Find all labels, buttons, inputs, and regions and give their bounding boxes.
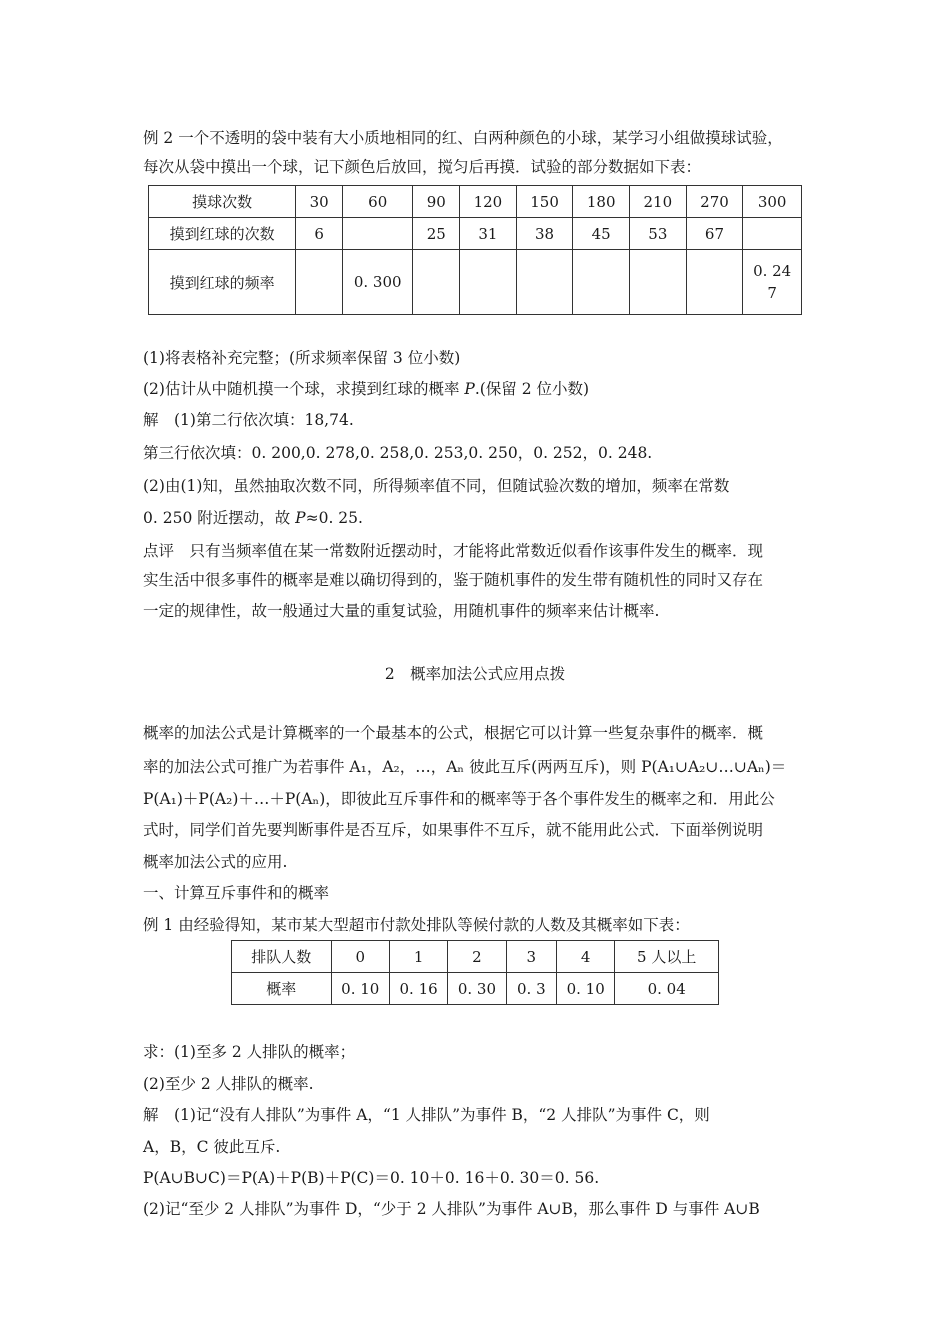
table-cell: 180	[573, 186, 630, 218]
table-row	[149, 186, 802, 218]
subheading: 一、计算互斥事件和的概率	[143, 884, 330, 902]
table-row	[149, 218, 802, 250]
wrapped-part: 0. 24	[753, 262, 792, 280]
table-cell: 25	[413, 218, 460, 250]
table-cell: 120	[460, 186, 517, 218]
wrapped-part: 7	[767, 284, 777, 302]
answer-line2: A，B，C 彼此互斥.	[143, 1138, 281, 1156]
variable: P	[295, 509, 306, 527]
section-heading: 2 概率加法公式应用点拨	[384, 665, 566, 683]
table-cell: 2	[448, 941, 506, 973]
table-cell: 0. 04	[615, 973, 719, 1005]
table-cell: 0. 30	[448, 973, 506, 1005]
table-row	[232, 973, 719, 1005]
table-cell	[630, 250, 687, 315]
text: (2)估计从中随机摸一个球，求摸到红球的概率	[143, 380, 465, 398]
table-cell: 摸球次数	[149, 186, 296, 218]
table-cell-wrapped	[743, 250, 802, 315]
solution-line4	[143, 508, 363, 528]
queue-probability-table	[231, 940, 719, 1005]
table-row	[232, 941, 719, 973]
table-cell: 0. 16	[389, 973, 447, 1005]
table-cell	[516, 250, 573, 315]
table-cell: 270	[686, 186, 743, 218]
question-2	[143, 379, 589, 399]
table-cell: 6	[296, 218, 343, 250]
table-cell	[573, 250, 630, 315]
table-cell: 3	[506, 941, 556, 973]
answer-line1: 解 (1)记“没有人排队”为事件 A，“1 人排队”为事件 B，“2 人排队”为事件 C，则	[143, 1106, 710, 1124]
table-cell: 60	[342, 186, 412, 218]
table-cell: 0. 300	[342, 250, 412, 315]
table-cell: 4	[557, 941, 615, 973]
text: .(保留 2 位小数)	[474, 380, 590, 398]
answer-line3: P(A∪B∪C)＝P(A)＋P(B)＋P(C)＝0. 10＋0. 16＋0. 30＝0. 56.	[143, 1169, 600, 1187]
trial-table	[148, 185, 802, 315]
table-cell: 38	[516, 218, 573, 250]
table-cell	[413, 250, 460, 315]
comment-line1: 点评 只有当频率值在某一常数附近摆动时，才能将此常数近似看作该事件发生的概率．现	[143, 542, 764, 560]
table-cell: 31	[460, 218, 517, 250]
table-cell: 0. 10	[331, 973, 389, 1005]
example1-intro: 例 1 由经验得知，某市某大型超市付款处排队等候付款的人数及其概率如下表：	[143, 916, 690, 934]
table-cell	[296, 250, 343, 315]
paragraph-line4: 式时，同学们首先要判断事件是否互斥，如果事件不互斥，就不能用此公式．下面举例说明	[143, 821, 764, 839]
table-cell: 53	[630, 218, 687, 250]
paragraph-line5: 概率加法公式的应用.	[143, 853, 288, 871]
table-cell: 30	[296, 186, 343, 218]
table-cell	[460, 250, 517, 315]
table-cell: 300	[743, 186, 802, 218]
table-cell: 5 人以上	[615, 941, 719, 973]
paragraph-line1: 概率的加法公式是计算概率的一个最基本的公式，根据它可以计算一些复杂事件的概率．概	[143, 724, 764, 742]
ask-line2: (2)至少 2 人排队的概率.	[143, 1075, 314, 1093]
solution-line1: 解 (1)第二行依次填：18,74.	[143, 411, 354, 429]
comment-line3: 一定的规律性，故一般通过大量的重复试验，用随机事件的频率来估计概率.	[143, 602, 660, 620]
text: 0. 250 附近摆动，故	[143, 509, 296, 527]
table-cell: 0	[331, 941, 389, 973]
table-cell: 概率	[232, 973, 332, 1005]
table-cell: 67	[686, 218, 743, 250]
question-1: (1)将表格补充完整；(所求频率保留 3 位小数)	[143, 349, 461, 367]
table-cell: 45	[573, 218, 630, 250]
table-cell: 摸到红球的次数	[149, 218, 296, 250]
table-cell	[743, 218, 802, 250]
table-cell	[342, 218, 412, 250]
paragraph-line2: 率的加法公式可推广为若事件 A₁，A₂，…，Aₙ 彼此互斥(两两互斥)，则 P(A₁∪A₂∪…∪Aₙ)＝	[143, 758, 787, 776]
table-cell	[686, 250, 743, 315]
variable: P	[464, 380, 475, 398]
table-cell: 0. 10	[557, 973, 615, 1005]
table-cell: 排队人数	[232, 941, 332, 973]
table-cell: 210	[630, 186, 687, 218]
ask-line1: 求：(1)至多 2 人排队的概率；	[143, 1043, 356, 1061]
table-cell: 摸到红球的频率	[149, 250, 296, 315]
table-row	[149, 250, 802, 315]
table-cell: 1	[389, 941, 447, 973]
table-cell: 0. 3	[506, 973, 556, 1005]
solution-line2: 第三行依次填：0. 200,0. 278,0. 258,0. 253,0. 250，0. 252，0. 248.	[143, 444, 653, 462]
table-cell: 150	[516, 186, 573, 218]
table-cell: 90	[413, 186, 460, 218]
text: ≈0. 25.	[305, 509, 363, 527]
comment-line2: 实生活中很多事件的概率是难以确切得到的，鉴于随机事件的发生带有随机性的同时又存在	[143, 571, 764, 589]
paragraph-line3: P(A₁)＋P(A₂)＋…＋P(Aₙ)，即彼此互斥事件和的概率等于各个事件发生的概率之和．用此公	[143, 790, 775, 808]
example2-intro-line1: 例 2 一个不透明的袋中装有大小质地相同的红、白两种颜色的小球，某学习小组做摸球试验，	[143, 129, 783, 147]
answer-line4: (2)记“至少 2 人排队”为事件 D，“少于 2 人排队”为事件 A∪B，那么事件 D 与事件 A∪B	[143, 1200, 760, 1218]
solution-line3: (2)由(1)知，虽然抽取次数不同，所得频率值不同，但随试验次数的增加，频率在常数	[143, 477, 730, 495]
example2-intro-line2: 每次从袋中摸出一个球，记下颜色后放回，搅匀后再摸．试验的部分数据如下表：	[143, 158, 702, 176]
